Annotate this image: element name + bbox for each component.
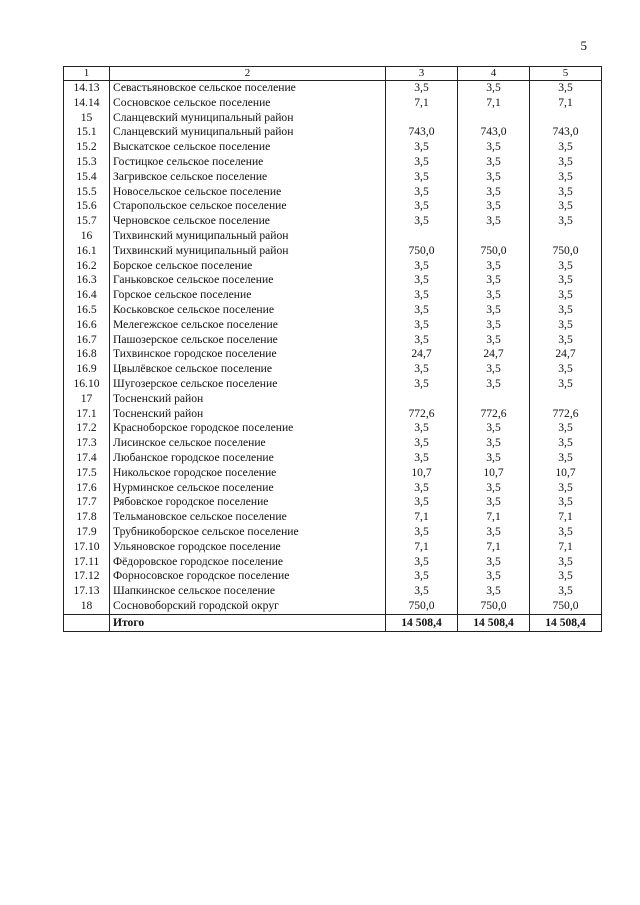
table-row <box>64 170 602 185</box>
total-value-col-3: 14 508,4 <box>386 614 458 631</box>
row-name: Красноборское городское поселение <box>110 421 386 436</box>
row-name: Тельмановское сельское поселение <box>110 510 386 525</box>
row-name: Тихвинский муниципальный район <box>110 229 386 244</box>
row-value-col-4: 3,5 <box>458 288 530 303</box>
row-index: 17.11 <box>64 555 110 570</box>
row-index: 16.1 <box>64 244 110 259</box>
table-row <box>64 229 602 244</box>
row-name: Черновское сельское поселение <box>110 214 386 229</box>
header-col-2: 2 <box>110 67 386 81</box>
row-value-col-5: 3,5 <box>530 170 602 185</box>
row-value-col-5: 772,6 <box>530 407 602 422</box>
row-name: Шапкинское сельское поселение <box>110 584 386 599</box>
row-value-col-5: 3,5 <box>530 555 602 570</box>
row-value-col-5: 3,5 <box>530 421 602 436</box>
row-name: Выскатское сельское поселение <box>110 140 386 155</box>
row-index: 17.3 <box>64 436 110 451</box>
row-value-col-4: 750,0 <box>458 599 530 614</box>
row-name: Старопольское сельское поселение <box>110 199 386 214</box>
row-name: Горское сельское поселение <box>110 288 386 303</box>
row-index: 15.5 <box>64 185 110 200</box>
row-index: 15.6 <box>64 199 110 214</box>
row-index: 15.3 <box>64 155 110 170</box>
row-value-col-4: 7,1 <box>458 540 530 555</box>
table-row <box>64 199 602 214</box>
row-value-col-5: 3,5 <box>530 333 602 348</box>
row-index: 17.5 <box>64 466 110 481</box>
row-index: 14.14 <box>64 96 110 111</box>
row-value-col-5: 3,5 <box>530 525 602 540</box>
row-name: Лисинское сельское поселение <box>110 436 386 451</box>
row-value-col-5: 3,5 <box>530 81 602 96</box>
row-value-col-3: 3,5 <box>386 199 458 214</box>
row-index: 16.6 <box>64 318 110 333</box>
row-name: Пашозерское сельское поселение <box>110 333 386 348</box>
table-row <box>64 555 602 570</box>
table-row <box>64 303 602 318</box>
total-value-col-4: 14 508,4 <box>458 614 530 631</box>
row-value-col-3: 3,5 <box>386 273 458 288</box>
row-value-col-3: 750,0 <box>386 244 458 259</box>
row-name: Мелегежское сельское поселение <box>110 318 386 333</box>
row-name: Сосновоборский городской округ <box>110 599 386 614</box>
row-name: Гостицкое сельское поселение <box>110 155 386 170</box>
row-name: Ульяновское городское поселение <box>110 540 386 555</box>
row-index: 17.8 <box>64 510 110 525</box>
row-value-col-4: 3,5 <box>458 362 530 377</box>
row-index: 16.10 <box>64 377 110 392</box>
row-name: Сланцевский муниципальный район <box>110 111 386 126</box>
row-value-col-3: 7,1 <box>386 540 458 555</box>
row-name: Тихвинское городское поселение <box>110 347 386 362</box>
row-index: 15.1 <box>64 125 110 140</box>
row-value-col-4: 3,5 <box>458 303 530 318</box>
row-index: 16.8 <box>64 347 110 362</box>
row-index: 15 <box>64 111 110 126</box>
row-index: 15.4 <box>64 170 110 185</box>
row-name: Тосненский район <box>110 392 386 407</box>
row-value-col-4: 7,1 <box>458 96 530 111</box>
row-name: Шугозерское сельское поселение <box>110 377 386 392</box>
row-value-col-3 <box>386 229 458 244</box>
row-value-col-4: 3,5 <box>458 199 530 214</box>
row-index: 17.1 <box>64 407 110 422</box>
total-value-col-5: 14 508,4 <box>530 614 602 631</box>
row-value-col-5 <box>530 229 602 244</box>
row-value-col-5: 743,0 <box>530 125 602 140</box>
table-row <box>64 333 602 348</box>
row-value-col-5: 3,5 <box>530 569 602 584</box>
row-value-col-4: 3,5 <box>458 155 530 170</box>
table-row <box>64 377 602 392</box>
row-index: 18 <box>64 599 110 614</box>
row-value-col-5: 3,5 <box>530 436 602 451</box>
row-value-col-4: 3,5 <box>458 481 530 496</box>
row-index: 15.7 <box>64 214 110 229</box>
row-value-col-4: 772,6 <box>458 407 530 422</box>
row-name: Форносовское городское поселение <box>110 569 386 584</box>
row-value-col-5: 3,5 <box>530 259 602 274</box>
header-col-4: 4 <box>458 67 530 81</box>
row-value-col-5: 750,0 <box>530 244 602 259</box>
row-name: Сосновское сельское поселение <box>110 96 386 111</box>
row-value-col-4 <box>458 111 530 126</box>
table-row <box>64 125 602 140</box>
row-value-col-3: 3,5 <box>386 584 458 599</box>
row-value-col-4: 3,5 <box>458 318 530 333</box>
row-value-col-5: 7,1 <box>530 540 602 555</box>
table-row <box>64 481 602 496</box>
row-name: Нурминское сельское поселение <box>110 481 386 496</box>
row-value-col-5: 3,5 <box>530 451 602 466</box>
table-row <box>64 96 602 111</box>
header-col-1: 1 <box>64 67 110 81</box>
row-value-col-3: 3,5 <box>386 525 458 540</box>
row-value-col-5: 3,5 <box>530 495 602 510</box>
row-value-col-4 <box>458 392 530 407</box>
row-index: 15.2 <box>64 140 110 155</box>
total-label: Итого <box>110 614 386 631</box>
row-value-col-3: 3,5 <box>386 421 458 436</box>
row-value-col-5: 3,5 <box>530 140 602 155</box>
row-value-col-3: 772,6 <box>386 407 458 422</box>
table-row <box>64 466 602 481</box>
page-number: 5 <box>580 38 587 53</box>
table-row <box>64 155 602 170</box>
row-index: 16.9 <box>64 362 110 377</box>
header-col-5: 5 <box>530 67 602 81</box>
row-value-col-4: 3,5 <box>458 214 530 229</box>
row-index: 17.7 <box>64 495 110 510</box>
row-name: Никольское городское поселение <box>110 466 386 481</box>
table-row <box>64 599 602 614</box>
row-value-col-3: 24,7 <box>386 347 458 362</box>
row-value-col-4: 3,5 <box>458 273 530 288</box>
row-name: Трубникоборское сельское поселение <box>110 525 386 540</box>
table-row <box>64 451 602 466</box>
row-name: Сланцевский муниципальный район <box>110 125 386 140</box>
row-value-col-4: 3,5 <box>458 259 530 274</box>
table-row <box>64 244 602 259</box>
table-row <box>64 318 602 333</box>
row-value-col-4: 3,5 <box>458 436 530 451</box>
row-value-col-3: 7,1 <box>386 96 458 111</box>
row-index: 17.4 <box>64 451 110 466</box>
row-value-col-5: 3,5 <box>530 318 602 333</box>
table-body <box>64 81 602 615</box>
table-row <box>64 495 602 510</box>
row-name: Борское сельское поселение <box>110 259 386 274</box>
table-row <box>64 273 602 288</box>
row-value-col-5: 3,5 <box>530 303 602 318</box>
row-value-col-4: 3,5 <box>458 81 530 96</box>
row-name: Севастьяновское сельское поселение <box>110 81 386 96</box>
row-value-col-3: 3,5 <box>386 170 458 185</box>
row-value-col-4: 7,1 <box>458 510 530 525</box>
row-index: 16 <box>64 229 110 244</box>
row-value-col-5: 3,5 <box>530 481 602 496</box>
table-row <box>64 140 602 155</box>
total-row <box>64 614 602 631</box>
row-value-col-3: 3,5 <box>386 185 458 200</box>
row-value-col-3: 3,5 <box>386 333 458 348</box>
row-value-col-5 <box>530 392 602 407</box>
row-value-col-5 <box>530 111 602 126</box>
table-row <box>64 510 602 525</box>
row-value-col-5: 7,1 <box>530 96 602 111</box>
row-value-col-4: 3,5 <box>458 333 530 348</box>
table-row <box>64 347 602 362</box>
row-name: Любанское городское поселение <box>110 451 386 466</box>
row-value-col-3: 3,5 <box>386 436 458 451</box>
row-index: 17.12 <box>64 569 110 584</box>
row-value-col-3: 3,5 <box>386 481 458 496</box>
table-row <box>64 288 602 303</box>
row-value-col-5: 3,5 <box>530 362 602 377</box>
row-value-col-5: 750,0 <box>530 599 602 614</box>
table-row <box>64 362 602 377</box>
table-row <box>64 421 602 436</box>
row-value-col-3: 3,5 <box>386 259 458 274</box>
row-value-col-4: 10,7 <box>458 466 530 481</box>
total-index <box>64 614 110 631</box>
row-index: 17.10 <box>64 540 110 555</box>
row-value-col-5: 3,5 <box>530 273 602 288</box>
row-name: Новосельское сельское поселение <box>110 185 386 200</box>
row-name: Ганьковское сельское поселение <box>110 273 386 288</box>
row-value-col-3: 3,5 <box>386 377 458 392</box>
row-index: 16.3 <box>64 273 110 288</box>
row-index: 14.13 <box>64 81 110 96</box>
row-value-col-3: 3,5 <box>386 81 458 96</box>
table-row <box>64 407 602 422</box>
row-index: 17.6 <box>64 481 110 496</box>
row-name: Рябовское городское поселение <box>110 495 386 510</box>
row-value-col-5: 3,5 <box>530 584 602 599</box>
row-value-col-5: 3,5 <box>530 214 602 229</box>
row-name: Фёдоровское городское поселение <box>110 555 386 570</box>
row-value-col-3: 3,5 <box>386 362 458 377</box>
row-value-col-5: 3,5 <box>530 199 602 214</box>
table-row <box>64 111 602 126</box>
row-name: Тосненский район <box>110 407 386 422</box>
row-value-col-5: 24,7 <box>530 347 602 362</box>
table-row <box>64 185 602 200</box>
row-index: 16.2 <box>64 259 110 274</box>
row-index: 16.5 <box>64 303 110 318</box>
table-row <box>64 436 602 451</box>
row-value-col-4: 3,5 <box>458 584 530 599</box>
row-value-col-3: 10,7 <box>386 466 458 481</box>
row-index: 17.13 <box>64 584 110 599</box>
row-value-col-3: 3,5 <box>386 140 458 155</box>
header-col-3: 3 <box>386 67 458 81</box>
row-value-col-3: 3,5 <box>386 569 458 584</box>
row-index: 17.2 <box>64 421 110 436</box>
row-value-col-3: 750,0 <box>386 599 458 614</box>
row-value-col-3: 3,5 <box>386 495 458 510</box>
row-value-col-3 <box>386 392 458 407</box>
row-value-col-4: 3,5 <box>458 451 530 466</box>
table-row <box>64 569 602 584</box>
row-value-col-3: 3,5 <box>386 303 458 318</box>
row-value-col-3: 3,5 <box>386 288 458 303</box>
row-name: Коськовское сельское поселение <box>110 303 386 318</box>
table-row <box>64 81 602 96</box>
row-value-col-4: 3,5 <box>458 170 530 185</box>
row-value-col-4: 3,5 <box>458 569 530 584</box>
row-value-col-3: 3,5 <box>386 555 458 570</box>
row-name: Загривское сельское поселение <box>110 170 386 185</box>
row-value-col-4: 3,5 <box>458 525 530 540</box>
table-row <box>64 584 602 599</box>
row-value-col-5: 10,7 <box>530 466 602 481</box>
table-row <box>64 214 602 229</box>
table-row <box>64 525 602 540</box>
row-index: 17.9 <box>64 525 110 540</box>
row-index: 16.7 <box>64 333 110 348</box>
row-name: Цвылёвское сельское поселение <box>110 362 386 377</box>
allocation-table <box>63 66 602 632</box>
row-value-col-3: 3,5 <box>386 451 458 466</box>
row-value-col-4 <box>458 229 530 244</box>
table-row <box>64 540 602 555</box>
row-value-col-4: 3,5 <box>458 185 530 200</box>
table-row <box>64 259 602 274</box>
row-value-col-5: 3,5 <box>530 288 602 303</box>
row-value-col-4: 3,5 <box>458 555 530 570</box>
row-name: Тихвинский муниципальный район <box>110 244 386 259</box>
row-value-col-3: 7,1 <box>386 510 458 525</box>
row-value-col-3: 3,5 <box>386 318 458 333</box>
row-value-col-3: 3,5 <box>386 155 458 170</box>
row-value-col-4: 3,5 <box>458 140 530 155</box>
table-row <box>64 392 602 407</box>
row-value-col-5: 3,5 <box>530 155 602 170</box>
row-index: 16.4 <box>64 288 110 303</box>
row-value-col-3: 743,0 <box>386 125 458 140</box>
row-value-col-4: 24,7 <box>458 347 530 362</box>
row-value-col-3: 3,5 <box>386 214 458 229</box>
row-value-col-4: 3,5 <box>458 377 530 392</box>
row-value-col-5: 3,5 <box>530 377 602 392</box>
row-value-col-4: 743,0 <box>458 125 530 140</box>
row-value-col-3 <box>386 111 458 126</box>
header-row <box>64 67 602 81</box>
row-value-col-4: 3,5 <box>458 495 530 510</box>
row-value-col-5: 7,1 <box>530 510 602 525</box>
row-value-col-4: 750,0 <box>458 244 530 259</box>
row-index: 17 <box>64 392 110 407</box>
row-value-col-5: 3,5 <box>530 185 602 200</box>
row-value-col-4: 3,5 <box>458 421 530 436</box>
